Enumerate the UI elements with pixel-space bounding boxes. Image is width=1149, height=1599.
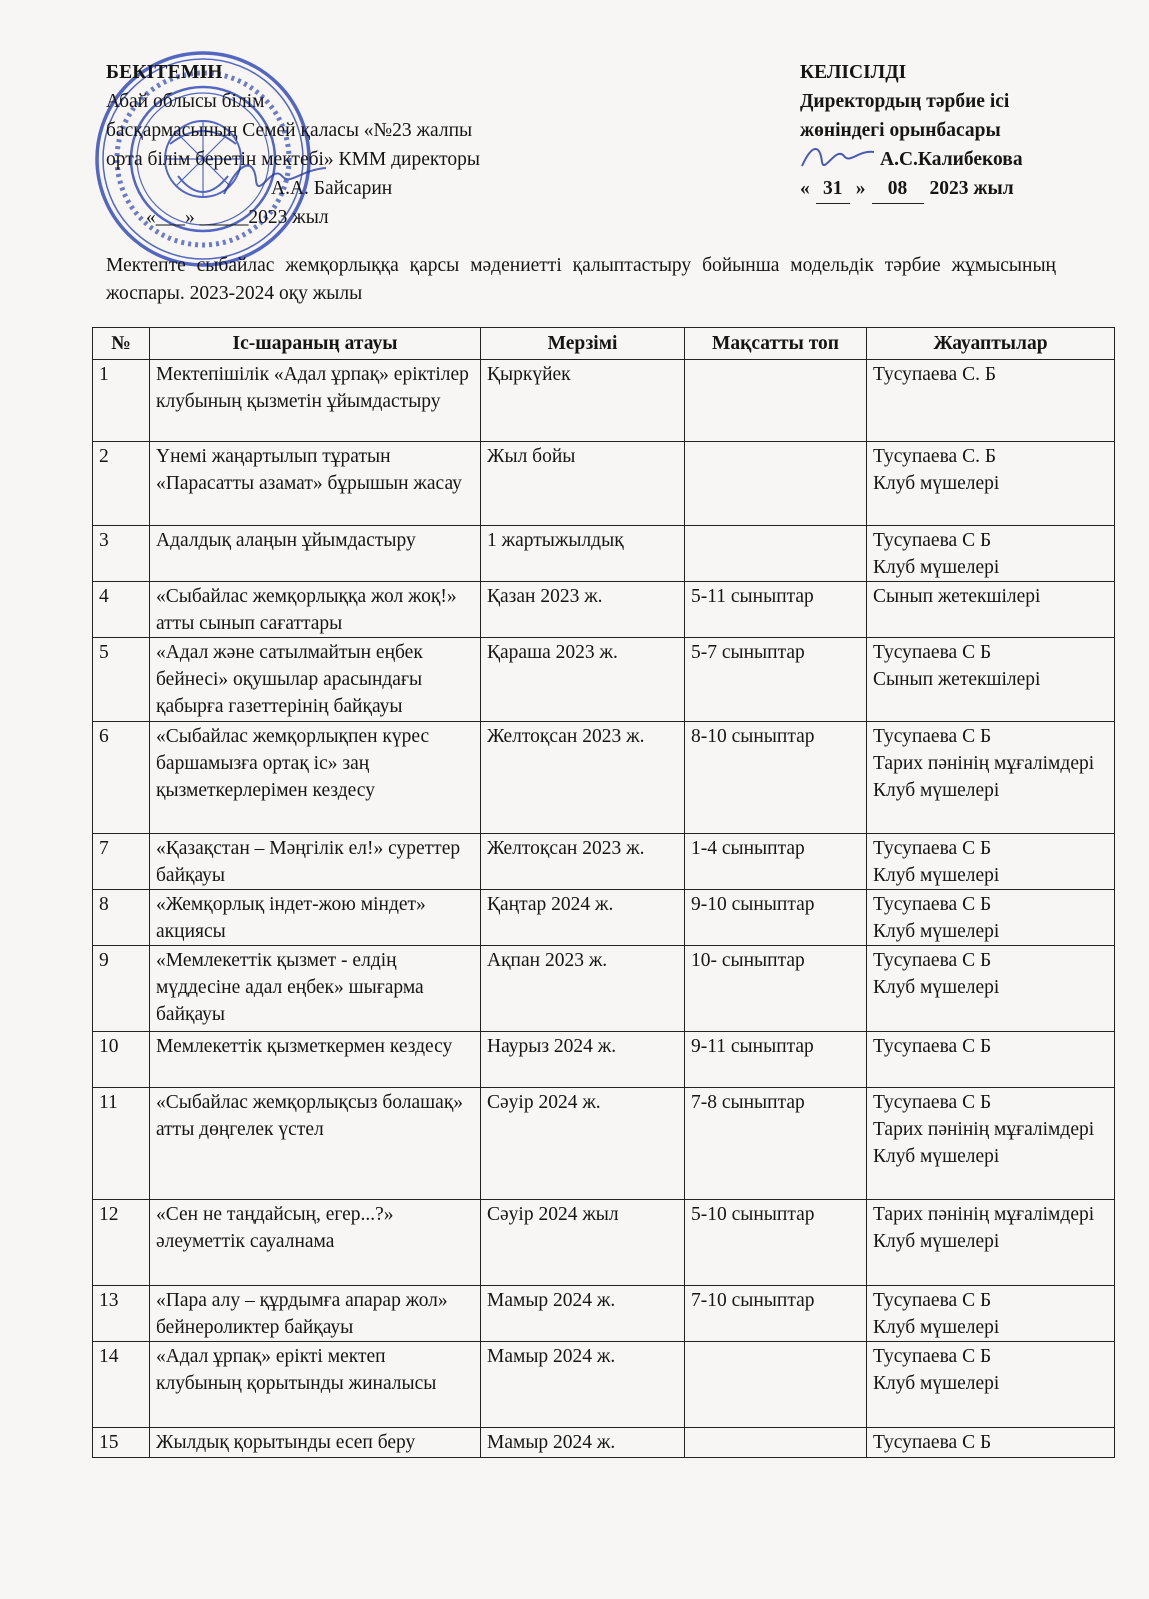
- row-term: Қаңтар 2024 ж.: [481, 890, 685, 946]
- row-responsible: [867, 638, 1115, 722]
- responsible-person: Тусупаева С Б: [873, 1036, 992, 1057]
- responsible-person: Тусупаева С. Б: [873, 364, 997, 385]
- responsible-person: Тарих пәнінің мұғалімдері: [873, 1119, 1095, 1140]
- table-row: [93, 1200, 1115, 1286]
- table-row: [93, 638, 1115, 722]
- agreement-date-month: 08: [872, 174, 924, 204]
- row-num: 5: [93, 638, 150, 722]
- row-num: 6: [93, 722, 150, 834]
- responsible-person: Клуб мүшелері: [873, 865, 1000, 886]
- table-row: [93, 1032, 1115, 1088]
- row-responsible: [867, 1032, 1115, 1088]
- row-name: Мектепішілік «Адал ұрпақ» еріктілер клубының қызметін ұйымдастыру: [150, 360, 481, 442]
- row-num: 3: [93, 526, 150, 582]
- responsible-person: Тусупаева С Б: [873, 1432, 992, 1453]
- agreement-date: « 31 » 08 2023 жыл: [800, 174, 1100, 204]
- row-num: 9: [93, 946, 150, 1032]
- row-group: [685, 1342, 867, 1428]
- row-name: «Адал және сатылмайтын еңбек бейнесі» оқушылар арасындағы қабырға газеттерінің байқауы: [150, 638, 481, 722]
- responsible-person: Клуб мүшелері: [873, 1231, 1000, 1252]
- row-group: 7-8 сыныптар: [685, 1088, 867, 1200]
- approval-block: [106, 58, 566, 232]
- header-term: Мерзімі: [481, 328, 685, 360]
- approval-line: орта білім беретін мектебі» КММ директоры: [106, 149, 480, 170]
- row-group: 10- сыныптар: [685, 946, 867, 1032]
- row-term: Мамыр 2024 ж.: [481, 1286, 685, 1342]
- row-group: 9-11 сыныптар: [685, 1032, 867, 1088]
- row-term: Мамыр 2024 ж.: [481, 1428, 685, 1458]
- approval-date: «___» _____2023 жыл: [146, 207, 329, 228]
- header-group: Мақсатты топ: [685, 328, 867, 360]
- responsible-person: Тусупаева С Б: [873, 642, 992, 663]
- row-responsible: [867, 442, 1115, 526]
- responsible-person: Клуб мүшелері: [873, 921, 1000, 942]
- row-name: «Пара алу – құрдымға апарар жол» бейнероликтер байқауы: [150, 1286, 481, 1342]
- agreement-line: Директордың тәрбие ісі: [800, 91, 1010, 112]
- row-num: 7: [93, 834, 150, 890]
- table-header-row: [93, 328, 1115, 360]
- row-responsible: [867, 1342, 1115, 1428]
- row-term: Қазан 2023 ж.: [481, 582, 685, 638]
- table-row: [93, 890, 1115, 946]
- row-term: Жыл бойы: [481, 442, 685, 526]
- table-row: [93, 360, 1115, 442]
- responsible-person: Тусупаева С Б: [873, 530, 992, 551]
- row-term: Қараша 2023 ж.: [481, 638, 685, 722]
- row-term: Мамыр 2024 ж.: [481, 1342, 685, 1428]
- row-responsible: [867, 526, 1115, 582]
- row-name: «Адал ұрпақ» ерікті мектеп клубының қорытынды жиналысы: [150, 1342, 481, 1428]
- responsible-person: Клуб мүшелері: [873, 557, 1000, 578]
- table-row: [93, 526, 1115, 582]
- row-term: Қыркүйек: [481, 360, 685, 442]
- responsible-person: Тусупаева С Б: [873, 950, 992, 971]
- responsible-person: Клуб мүшелері: [873, 1373, 1000, 1394]
- row-name: «Қазақстан – Мәңгілік ел!» суреттер байқауы: [150, 834, 481, 890]
- row-group: 5-11 сыныптар: [685, 582, 867, 638]
- responsible-person: Сынып жетекшілері: [873, 586, 1041, 607]
- row-responsible: [867, 1088, 1115, 1200]
- row-group: 9-10 сыныптар: [685, 890, 867, 946]
- row-num: 15: [93, 1428, 150, 1458]
- row-name: «Сыбайлас жемқорлықсыз болашақ» атты дөңгелек үстел: [150, 1088, 481, 1200]
- agreement-date-year: 2023 жыл: [929, 178, 1014, 199]
- row-num: 2: [93, 442, 150, 526]
- row-responsible: [867, 890, 1115, 946]
- row-group: [685, 360, 867, 442]
- row-num: 10: [93, 1032, 150, 1088]
- director-signature-icon: [220, 150, 330, 210]
- header-num: №: [93, 328, 150, 360]
- approval-line: басқармасының Семей қаласы «№23 жалпы: [106, 120, 473, 141]
- responsible-person: Клуб мүшелері: [873, 780, 1000, 801]
- row-name: «Сыбайлас жемқорлықпен күрес баршамызға ортақ іс» заң қызметкерлерімен кездесу: [150, 722, 481, 834]
- table-row: [93, 1342, 1115, 1428]
- row-name: Адалдық алаңын ұйымдастыру: [150, 526, 481, 582]
- table-row: [93, 1286, 1115, 1342]
- row-term: Сәуір 2024 ж.: [481, 1088, 685, 1200]
- agreement-date-day: 31: [816, 174, 850, 204]
- row-responsible: [867, 1200, 1115, 1286]
- table-row: [93, 946, 1115, 1032]
- table-row: [93, 442, 1115, 526]
- responsible-person: Тусупаева С Б: [873, 1092, 992, 1113]
- agreement-title: КЕЛІСІЛДІ: [800, 62, 907, 83]
- row-term: 1 жартыжылдық: [481, 526, 685, 582]
- document-title: Мектепте сыбайлас жемқорлыққа қарсы мәдениетті қалыптастыру бойынша модельдік тәрбие жұмысының жоспары. 2023-2024 оқу жылы: [106, 255, 1056, 304]
- row-name: «Сыбайлас жемқорлыққа жол жоқ!» атты сынып сағаттары: [150, 582, 481, 638]
- responsible-person: Сынып жетекшілері: [873, 669, 1041, 690]
- row-term: Ақпан 2023 ж.: [481, 946, 685, 1032]
- responsible-person: Тусупаева С. Б: [873, 446, 997, 467]
- responsible-person: Тарих пәнінің мұғалімдері: [873, 1204, 1095, 1225]
- row-num: 14: [93, 1342, 150, 1428]
- row-responsible: [867, 582, 1115, 638]
- row-group: 7-10 сыныптар: [685, 1286, 867, 1342]
- agreement-line: жөніндегі орынбасары: [800, 120, 1001, 141]
- row-group: [685, 442, 867, 526]
- row-name: «Сен не таңдайсың, егер...?» әлеуметтік сауалнама: [150, 1200, 481, 1286]
- table-body: [93, 360, 1115, 1458]
- agreement-block: [800, 58, 1100, 204]
- row-responsible: [867, 722, 1115, 834]
- table-row: [93, 582, 1115, 638]
- responsible-person: Тарих пәнінің мұғалімдері: [873, 753, 1095, 774]
- row-num: 11: [93, 1088, 150, 1200]
- responsible-person: Клуб мүшелері: [873, 977, 1000, 998]
- row-responsible: [867, 1428, 1115, 1458]
- table-row: [93, 834, 1115, 890]
- row-term: Желтоқсан 2023 ж.: [481, 834, 685, 890]
- responsible-person: Тусупаева С Б: [873, 838, 992, 859]
- row-group: [685, 1428, 867, 1458]
- row-name: Жылдық қорытынды есеп беру: [150, 1428, 481, 1458]
- approval-line: Абай облысы білім: [106, 91, 265, 112]
- table-row: [93, 722, 1115, 834]
- table-row: [93, 1088, 1115, 1200]
- responsible-person: Тусупаева С Б: [873, 726, 992, 747]
- responsible-person: Клуб мүшелері: [873, 473, 1000, 494]
- responsible-person: Клуб мүшелері: [873, 1146, 1000, 1167]
- row-num: 13: [93, 1286, 150, 1342]
- row-group: 5-10 сыныптар: [685, 1200, 867, 1286]
- responsible-person: Тусупаева С Б: [873, 1346, 992, 1367]
- responsible-person: Тусупаева С Б: [873, 1290, 992, 1311]
- row-name: «Мемлекеттік қызмет - елдің мүддесіне адал еңбек» шығарма байқауы: [150, 946, 481, 1032]
- row-group: 1-4 сыныптар: [685, 834, 867, 890]
- row-term: Сәуір 2024 жыл: [481, 1200, 685, 1286]
- row-responsible: [867, 946, 1115, 1032]
- plan-table: [92, 327, 1115, 1458]
- header-name: Іс-шараның атауы: [150, 328, 481, 360]
- table-row: [93, 1428, 1115, 1458]
- row-group: [685, 526, 867, 582]
- approval-title: БЕКІТЕМІН: [106, 62, 223, 83]
- row-name: «Жемқорлық індет-жою міндет» акциясы: [150, 890, 481, 946]
- row-num: 4: [93, 582, 150, 638]
- row-responsible: [867, 360, 1115, 442]
- deputy-signature-icon: [798, 140, 878, 176]
- row-num: 1: [93, 360, 150, 442]
- row-responsible: [867, 834, 1115, 890]
- row-num: 12: [93, 1200, 150, 1286]
- responsible-person: Клуб мүшелері: [873, 1317, 1000, 1338]
- row-term: Желтоқсан 2023 ж.: [481, 722, 685, 834]
- row-responsible: [867, 1286, 1115, 1342]
- approval-signer: А.А. Байсарин: [271, 178, 393, 199]
- row-group: 5-7 сыныптар: [685, 638, 867, 722]
- row-num: 8: [93, 890, 150, 946]
- row-name: Үнемі жаңартылып тұратын «Парасатты азамат» бұрышын жасау: [150, 442, 481, 526]
- row-group: 8-10 сыныптар: [685, 722, 867, 834]
- header-responsible: Жауаптылар: [867, 328, 1115, 360]
- row-term: Наурыз 2024 ж.: [481, 1032, 685, 1088]
- row-name: Мемлекеттік қызметкермен кездесу: [150, 1032, 481, 1088]
- responsible-person: Тусупаева С Б: [873, 894, 992, 915]
- agreement-signer: А.С.Калибекова: [880, 149, 1023, 170]
